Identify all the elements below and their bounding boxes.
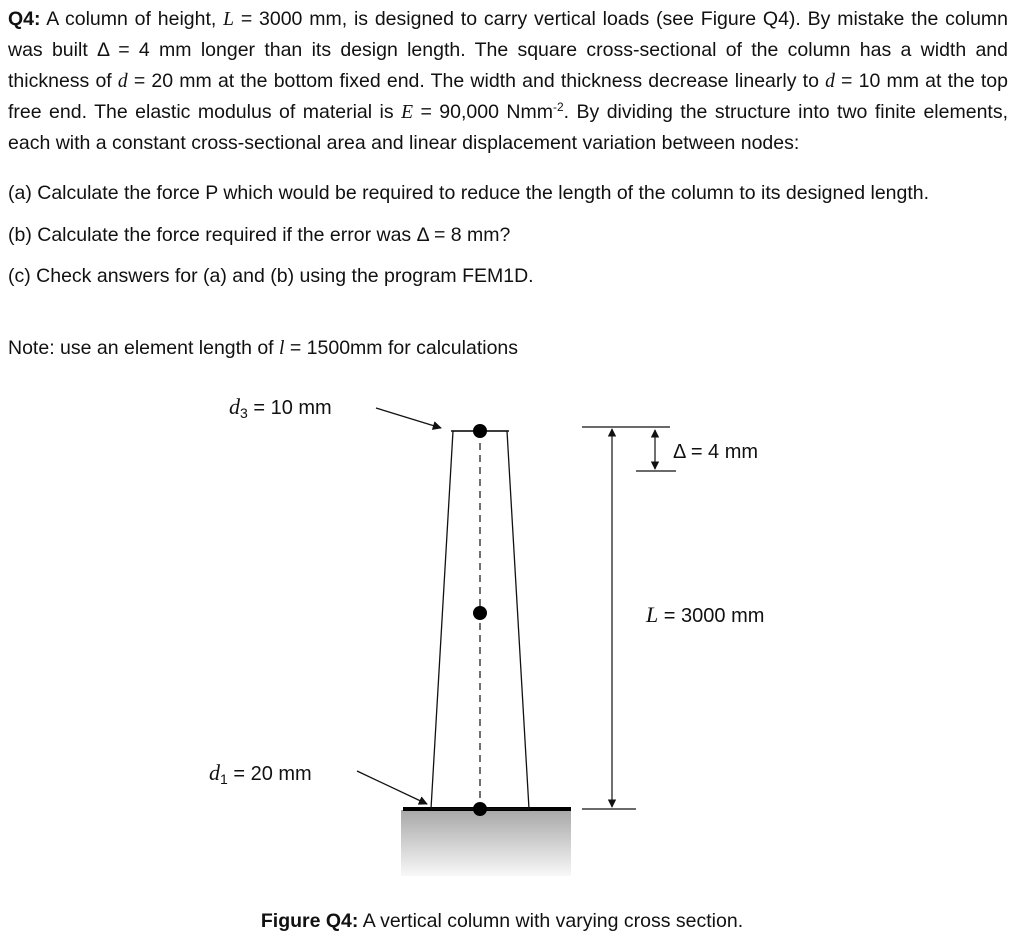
note [8,335,518,362]
question-text-3: = 20 mm at the bottom fixed end. The width and thickness decrease linearly to [127,70,826,92]
d3-pointer-arrow [376,408,441,428]
symbol-E: E [401,102,413,123]
d1-subscript: 1 [220,771,228,787]
symbol-d-top: d [825,71,835,92]
delta-label: Δ = 4 mm [673,441,759,463]
question-text-1: A column of height, [40,8,224,30]
d1-pointer-arrow [357,771,427,804]
exponent: -2 [552,100,564,114]
d1-label [209,760,312,787]
node-2 [473,606,487,620]
part-b: (b) Calculate the force required if the error was Δ = 8 mm? [8,224,511,246]
ground-support [401,810,571,876]
d1-value: = 20 mm [227,763,312,785]
question-text-2: = 3000 mm, is designed to carry vertical loads (see Figure Q4). By mistake the column was built Δ = 4 mm longer than its design length. The square cross-sectional of the column has a width and thickness of [8,8,1008,92]
symbol-l: l [279,338,285,359]
question-label: Q4: [8,8,41,30]
d3-symbol: d [229,394,240,419]
note-text-1: Note: use an element length of [8,337,280,359]
node-1 [473,802,487,816]
note-text-2: = 1500mm for calculations [284,337,519,359]
caption-label: Figure Q4: [260,910,359,932]
column-figure [0,380,1024,900]
question-paragraph [8,4,1008,159]
L-label [645,602,764,627]
node-3 [473,424,487,438]
part-c: (c) Check answers for (a) and (b) using the program FEM1D. [8,265,534,287]
figure-caption [0,908,1004,934]
d3-subscript: 3 [240,405,248,421]
L-value: = 3000 mm [658,605,765,627]
caption-text: A vertical column with varying cross section. [358,910,744,932]
d3-label [229,394,332,421]
part-a: (a) Calculate the force P which would be required to reduce the length of the column to its designed length. [8,182,930,204]
d1-symbol: d [209,760,220,785]
symbol-L: L [223,9,234,30]
symbol-d-bottom: d [117,71,128,92]
d3-value: = 10 mm [247,397,332,419]
L-symbol: L [646,602,659,627]
question-text-4: = 10 mm at the top free end. The elastic modulus of material is [8,70,1008,123]
question-text-5: = 90,000 Nmm [413,101,553,123]
question-text-6: . By dividing the structure into two finite elements, each with a constant cross-sectional area and linear displacement variation between nodes: [8,101,1008,154]
